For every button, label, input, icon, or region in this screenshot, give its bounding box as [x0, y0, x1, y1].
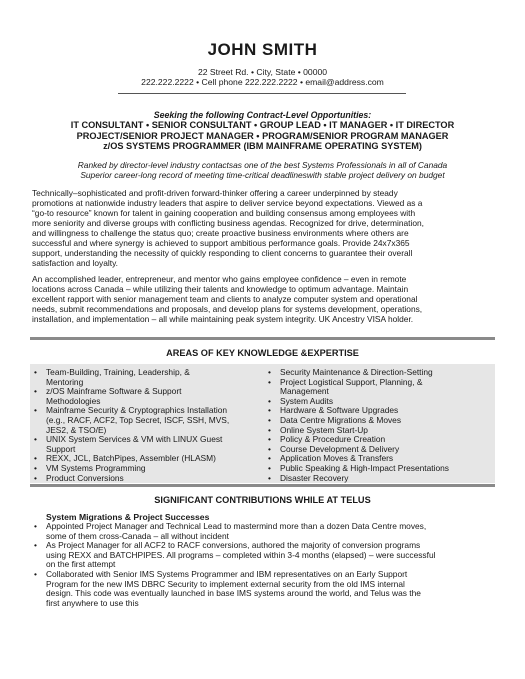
list-item-text: • Security Maintenance & Direction-Setting	[280, 367, 433, 377]
contributions-subheading: System Migrations & Project Successes	[46, 512, 210, 522]
address-line: 22 Street Rd. • City, State • 00000	[197, 67, 328, 77]
list-item-text: design. This code was eventually launched in base IMS systems around the world, and Telus was the	[46, 588, 421, 599]
list-item-text: • Product Conversions	[46, 472, 124, 483]
text-line: Technically–sophisticated and profit-driven forward-thinker offering a career underpinned by steady	[32, 188, 398, 198]
list-item	[266, 474, 496, 484]
ranked-statement	[0, 160, 525, 180]
list-item-text: • Policy & Procedure Creation	[280, 434, 386, 445]
list-item-text: some of them cross-Canada – all without incident	[46, 530, 229, 541]
list-item-text: • Mainframe Security & Cryptographics Installation	[46, 405, 228, 416]
list-item-text: • Project Logistical Support, Planning, &	[280, 376, 423, 387]
contributions-heading: SIGNIFICANT CONTRIBUTIONS WHILE AT TELUS	[154, 495, 371, 505]
text-line: installation, and implementation – all while maintaining peak system integrity. UK Ancestry VISA holder.	[32, 314, 414, 324]
text-line: satisfaction and loyalty.	[32, 258, 118, 268]
knowledge-heading: AREAS OF KEY KNOWLEDGE &EXPERTISE	[166, 348, 359, 358]
text-line: excellent rapport with senior management team and clients to analyze computer system and operational	[32, 294, 418, 304]
text-line: promotions at nationwide industry leaders that aspire to deliver service beyond expectations. Viewed as a	[32, 198, 423, 208]
list-item-text: using REXX and BATCHPIPES. All programs – completed within 3-4 months (elapsed) – were successful	[46, 549, 436, 560]
list-item	[32, 474, 262, 484]
text-line: successful and where synergy is achieved to support ambitious performance goals. Provide 24x7x365	[32, 238, 410, 248]
list-item-text: • Team-Building, Training, Leadership, &	[46, 367, 190, 377]
text-line: more seniority and diverse groups with conflicting business agendas. Recognized for drive, determination,	[32, 218, 424, 228]
list-item-text: Support	[46, 443, 76, 454]
text-line: and willingness to challenge the status quo; create proactive business environments where others are	[32, 228, 409, 238]
list-item-text: • Collaborated with Senior IMS Systems Programmer and IBM representatives on an Early Support	[46, 568, 408, 579]
list-item-text: • UNIX System Services & VM with LINUX Guest	[46, 434, 223, 445]
list-item-text: • Disaster Recovery	[280, 472, 349, 483]
section-divider	[30, 337, 495, 340]
list-item	[32, 435, 262, 454]
list-item-text: (e.g., RACF, ACF2, Top Secret, ISCF, SSH, MVS,	[46, 414, 230, 425]
list-item	[32, 541, 502, 570]
list-item-text: • System Audits	[280, 395, 334, 406]
list-item-text: • As Project Manager for all ACF2 to RACF conversions, authored the majority of conversion programs	[46, 540, 421, 551]
list-item	[32, 570, 502, 608]
list-item-text: first anywhere to use this	[46, 597, 139, 608]
candidate-name: JOHN SMITH	[207, 40, 318, 59]
target-titles-line: IT CONSULTANT • SENIOR CONSULTANT • GROUP LEAD • IT MANAGER • IT DIRECTOR	[70, 120, 455, 130]
list-item	[32, 368, 262, 387]
list-item-text: JES2, & TSO/E)	[46, 424, 107, 435]
ranked-line: Superior career-long record of meeting time-critical deadlineswith stable project delivery on budget	[80, 170, 445, 180]
text-line: needs, submit recommendations and proposals, and develop plans for systems development, operations,	[32, 304, 423, 314]
list-item-text: • z/OS Mainframe Software & Support	[46, 386, 182, 397]
target-titles	[0, 120, 525, 152]
list-item-text: Methodologies	[46, 395, 101, 406]
list-item-text: Program for the new IMS DBRC Security to implement external security from the old IMS internal	[46, 578, 405, 589]
list-item-text: • Online System Start-Up	[280, 424, 368, 435]
list-item-text: Mentoring	[46, 376, 84, 387]
ranked-line: Ranked by director-level industry contactsas one of the best Systems Professionals in all of Canada	[77, 160, 448, 170]
list-item-text: • Course Development & Delivery	[280, 443, 400, 454]
list-item-text: • REXX, JCL, BatchPipes, Assembler (HLASM)	[46, 453, 216, 464]
list-item	[32, 387, 262, 406]
list-item-text: on the first attempt	[46, 559, 116, 570]
target-titles-line: PROJECT/SENIOR PROJECT MANAGER • PROGRAM/SENIOR PROGRAM MANAGER	[76, 130, 449, 141]
knowledge-list-right	[266, 368, 496, 483]
text-line: “go-to resource” known for talent in gaining cooperation and building consensus among employees with	[32, 208, 416, 218]
target-titles-line: z/OS SYSTEMS PROGRAMMER (IBM MAINFRAME OPERATING SYSTEM)	[103, 141, 422, 152]
list-item	[266, 378, 496, 397]
phone-email-line: 222.222.2222 • Cell phone 222.222.2222 • email@address.com	[141, 77, 384, 87]
list-item-text: • Public Speaking & High-Impact Presentations	[280, 462, 449, 473]
contact-block	[0, 67, 525, 87]
list-item	[32, 522, 502, 541]
contributions-list	[32, 522, 502, 608]
list-item-text: • Application Moves & Transfers	[280, 453, 394, 464]
header-rule	[118, 93, 406, 94]
summary-paragraph-2	[32, 274, 502, 324]
section-divider	[30, 484, 495, 487]
list-item-text: • VM Systems Programming	[46, 462, 146, 473]
text-line: An accomplished leader, entrepreneur, and mentor who gains employee confidence – even in remote	[32, 274, 407, 284]
list-item-text: • Appointed Project Manager and Technical Lead to mastermind more than a dozen Data Centre moves,	[46, 521, 427, 531]
list-item-text: Management	[280, 386, 329, 397]
knowledge-list-left	[32, 368, 262, 483]
list-item	[32, 406, 262, 435]
list-item-text: • Data Centre Migrations & Moves	[280, 414, 402, 425]
list-item-text: • Hardware & Software Upgrades	[280, 405, 399, 416]
text-line: support, understanding the necessity of quickly responding to client concerns to guarantee their overall	[32, 248, 413, 258]
text-line: locations across Canada – while utilizing their talents and knowledge to optimum advantage. Maintain	[32, 284, 409, 294]
summary-paragraph-1	[32, 188, 502, 268]
objective-heading: Seeking the following Contract-Level Opportunities:	[153, 110, 372, 120]
